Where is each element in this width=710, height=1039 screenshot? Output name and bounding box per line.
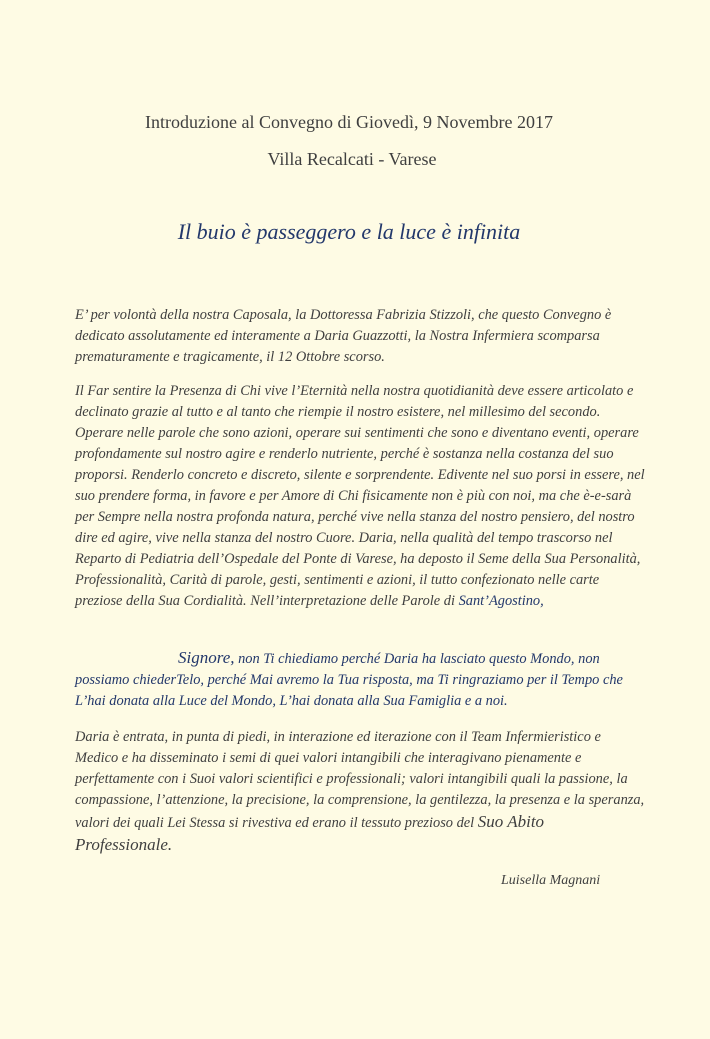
paragraph-2-text: Il Far sentire la Presenza di Chi vive l’Eternità nella nostra quotidianità deve essere articolato e declinato grazie al tutto e al tanto che riempie il nostro esistere, nel millesimo del secondo. Operare nelle parole che sono azioni, operare sui sentimenti che sono e diventano eventi, operare profondamente sul nostro agire e renderlo nutriente, perché è sostanza nella costanza del suo proporsi. Renderlo concreto e discreto, silente e sorprendente. Edivente nel suo porsi in essere, nel suo prendere forma, in favore e per Amore di Chi fisicamente non è più con noi, ma che è-e-sarà per Sempre nella nostra profonda natura, perché vive nella stanza del nostro pensiero, del nostro dire ed agire, vive nella stanza del nostro Cuore. Daria, nella qualità del tempo trascorso nel Reparto di Pediatria dell’Ospedale del Ponte di Varese, ha deposto il Seme della Sua Personalità, Professionalità, Carità di parole, gesti, sentimenti e azioni, il tutto confezionato nelle carte preziose della Sua Cordialità. Nell’interpretazione delle Parole di [75, 383, 645, 609]
header-location: Villa Recalcati - Varese [267, 149, 437, 169]
paragraph-3-prayer [75, 647, 645, 712]
prayer-lead: Signore, [178, 648, 235, 667]
paragraph-1-text: E’ per volontà della nostra Caposala, la Dottoressa Fabrizia Stizzoli, che questo Convegno è dedicato assolutamente ed interamente a Daria Guazzotti, la Nostra Infermiera scomparsa prematuramente e tragicamente, il 12 Ottobre scorso. [75, 307, 612, 365]
header-title: Introduzione al Convegno di Giovedì, 9 Novembre 2017 [145, 112, 553, 132]
paragraph-4-text: Daria è entrata, in punta di piedi, in interazione ed iterazione con il Team Infermieristico e Medico e ha disseminato i semi di quei valori intangibili che interagivano pienamente e perfettamente con i Suoi valori scientifici e professionali; valori intangibili quali la passione, la compassione, l’attenzione, la precisione, la comprensione, la gentilezza, la presenza e la speranza, valori dei quali Lei Stessa si rivestiva ed erano il tessuto prezioso del [75, 729, 645, 831]
paragraph-2-accent: Sant’Agostino, [458, 593, 544, 609]
signature: Luisella Magnani [501, 873, 601, 888]
paragraph-1 [75, 305, 645, 368]
paragraph-2 [75, 381, 645, 612]
paragraph-4-accent: Suo Abito Professionale. [75, 812, 545, 854]
main-title: Il buio è passeggero e la luce è infinita [177, 219, 521, 244]
paragraph-4 [75, 727, 645, 857]
prayer-text: non Ti chiediamo perché Daria ha lasciato questo Mondo, non possiamo chiederTelo, perché Mai avremo la Tua risposta, ma Ti ringraziamo per il Tempo che L’hai donata alla Luce del Mondo, L’hai donata alla Sua Famiglia e a noi. [75, 651, 623, 709]
